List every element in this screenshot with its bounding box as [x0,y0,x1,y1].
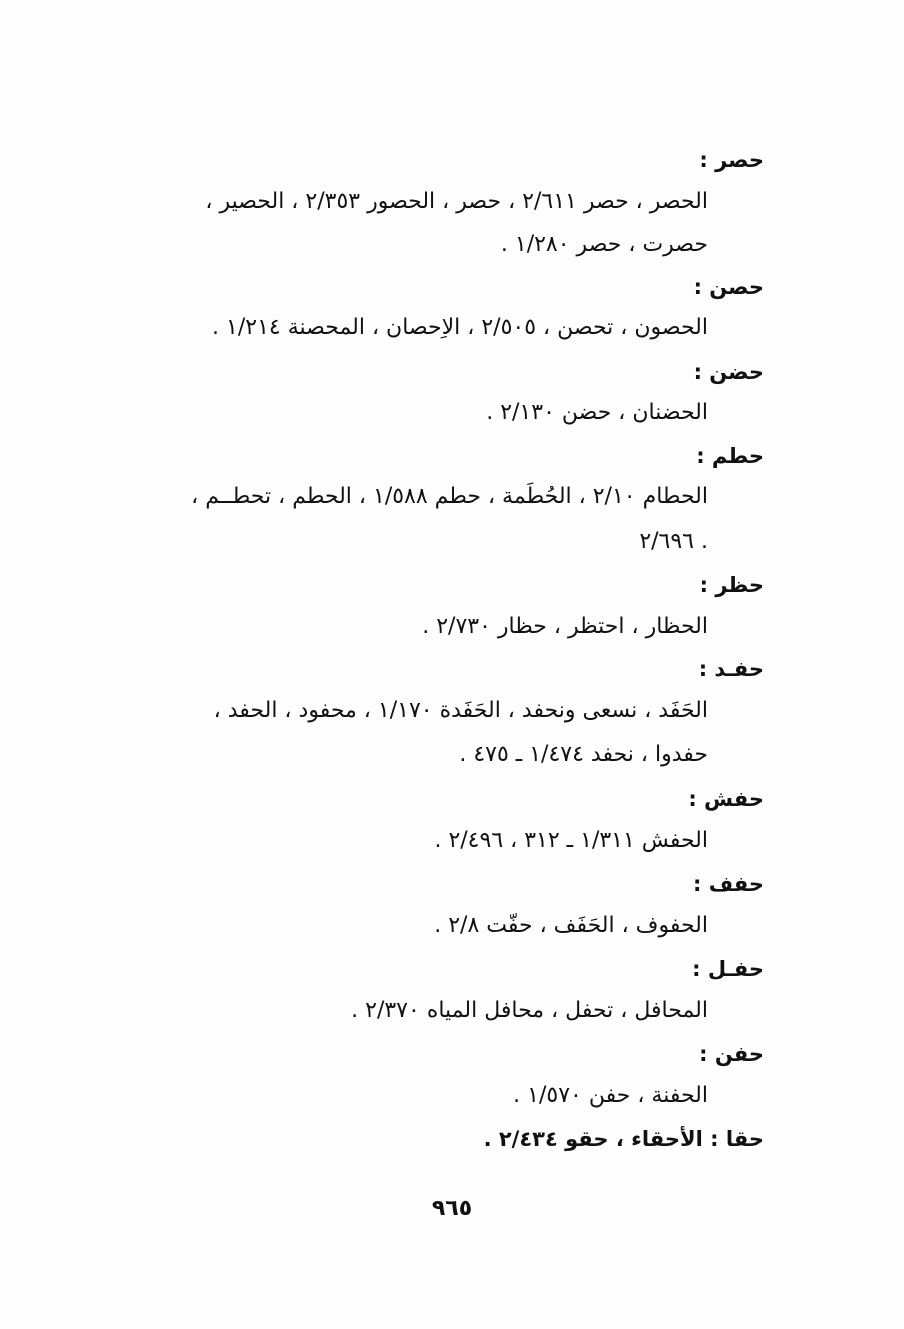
index-entry: الحظار ، احتظر ، حظار ٢/٧٣٠ . [422,614,708,639]
index-entry: الحصون ، تحصن ، ٢/٥٠٥ ، الاِحصان ، المحصنة ١/٢١٤ . [212,315,708,340]
index-root-heading: حفن : [699,1042,764,1066]
index-entry-continuation: حصرت ، حصر ١/٢٨٠ . [500,232,708,257]
index-root-heading: حظر : [699,573,764,597]
index-entry: الحصر ، حصر ٢/٦١١ ، حصر ، الحصور ٢/٣٥٣ ، الحصير ، [205,189,708,214]
index-entry: الحضنان ، حضن ٢/١٣٠ . [486,400,708,425]
page-number: ٩٦٥ [431,1196,473,1221]
index-entry: الحَفَد ، نسعى ونحفد ، الحَفَدة ١/١٧٠ ، محفود ، الحفد ، [213,698,708,723]
index-root-heading: حقا : الأحقاء ، حقو ٢/٤٣٤ . [483,1127,764,1151]
index-entry-continuation: ٢/٦٩٦ . [639,529,708,554]
index-root-heading: حفش : [688,787,764,811]
index-root-heading: حصر : [699,148,764,172]
index-root-heading: حضن : [693,360,764,384]
index-entry: الحطام ٢/١٠ ، الحُطَمة ، حطم ١/٥٨٨ ، الحطم ، تحطــم ، [191,484,708,509]
index-root-heading: حفـد : [698,657,764,681]
index-entry: الحفش ١/٣١١ ـ ٣١٢ ، ٢/٤٩٦ . [434,828,708,853]
index-root-heading: حفف : [693,872,764,896]
index-entry: الحفوف ، الحَفَف ، حفّت ٢/٨ . [434,913,708,938]
index-entry: الحفنة ، حفن ١/٥٧٠ . [513,1083,708,1108]
index-root-heading: حطم : [696,444,764,468]
index-root-heading: حفـل : [692,957,764,981]
index-root-heading: حصن : [693,275,764,299]
index-entry: المحافل ، تحفل ، محافل المياه ٢/٣٧٠ . [351,998,708,1023]
index-entry-continuation: حفدوا ، نحفد ١/٤٧٤ ـ ٤٧٥ . [459,742,708,767]
